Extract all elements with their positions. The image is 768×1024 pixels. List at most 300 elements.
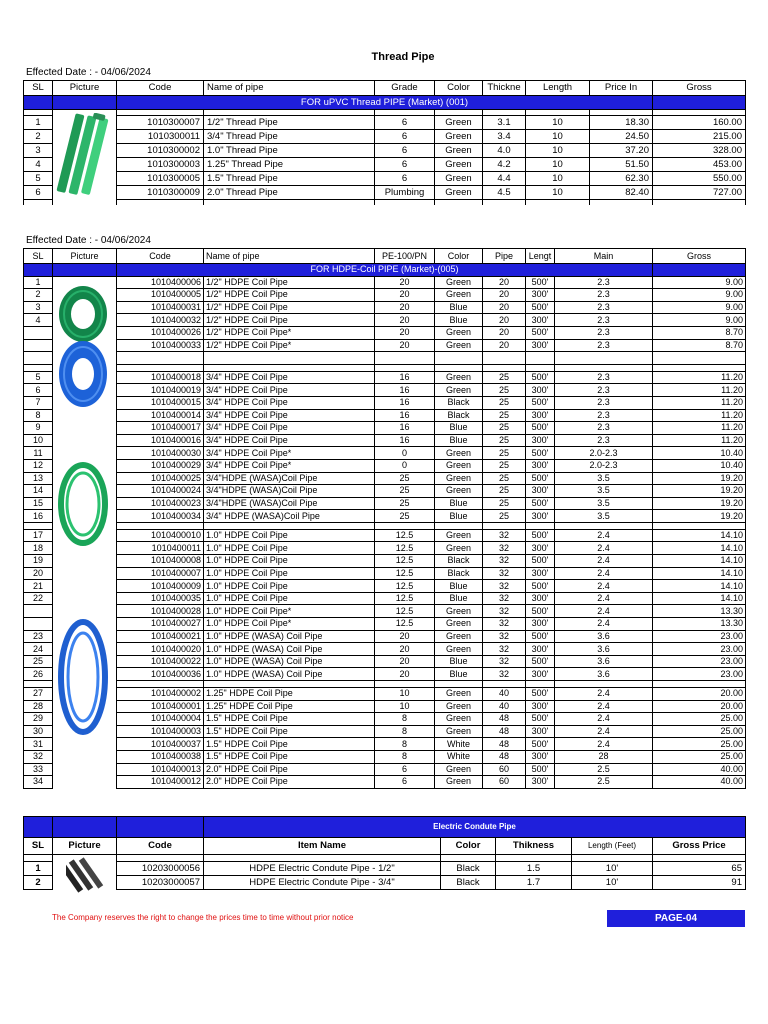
table-row	[24, 384, 746, 397]
main-cell: 2.3	[555, 314, 653, 327]
main-cell: 2.4	[555, 713, 653, 726]
band-cell	[53, 96, 117, 110]
picture-cell	[53, 447, 117, 460]
table-row	[24, 339, 746, 352]
picture-cell	[53, 592, 117, 605]
color-cell: Green	[435, 542, 483, 555]
table-row	[24, 725, 746, 738]
gross-cell: 40.00	[653, 776, 746, 789]
sl-cell: 17	[24, 529, 53, 542]
length-cell: 500'	[526, 276, 555, 289]
code-cell: 1010400008	[117, 555, 204, 568]
sl-cell: 34	[24, 776, 53, 789]
column-header: Code	[117, 838, 204, 855]
pipe-size-cell: 20	[483, 301, 526, 314]
length-cell: 300'	[526, 459, 555, 472]
column-header: Main	[555, 249, 653, 264]
length-cell: 500'	[526, 688, 555, 701]
spacer-cell	[483, 200, 526, 206]
pn-cell: 20	[375, 339, 435, 352]
band-cell	[653, 96, 746, 110]
length-cell: 300'	[526, 314, 555, 327]
table-row	[24, 326, 746, 339]
table-row	[24, 605, 746, 618]
blank-cell	[375, 352, 435, 365]
pipe-size-cell: 48	[483, 713, 526, 726]
page-title: Thread Pipe	[371, 51, 435, 63]
spacer-cell	[204, 855, 441, 862]
pn-cell: 20	[375, 289, 435, 302]
color-cell: Green	[435, 688, 483, 701]
picture-cell	[53, 567, 117, 580]
gross-cell: 215.00	[653, 130, 746, 144]
spacer-cell	[24, 681, 53, 688]
table-row	[24, 750, 746, 763]
pn-cell: 16	[375, 434, 435, 447]
sl-cell: 33	[24, 763, 53, 776]
pipe-size-cell: 25	[483, 384, 526, 397]
pn-cell: 8	[375, 750, 435, 763]
code-cell: 1010400030	[117, 447, 204, 460]
sl-cell: 18	[24, 542, 53, 555]
sl-cell: 28	[24, 700, 53, 713]
name-cell: 1/2" HDPE Coil Pipe	[204, 301, 375, 314]
spacer-cell	[117, 200, 204, 206]
gross-cell: 8.70	[653, 339, 746, 352]
code-cell: 1010400011	[117, 542, 204, 555]
name-cell: 1.5" HDPE Coil Pipe	[204, 738, 375, 751]
length-cell: 10'	[572, 862, 653, 876]
sl-cell: 31	[24, 738, 53, 751]
gross-price-cell: 65	[653, 862, 746, 876]
gross-cell: 8.70	[653, 326, 746, 339]
coil-pipe-picture-wasa-green	[58, 462, 108, 546]
item-name-cell: HDPE Electric Condute Pipe - 1/2"	[204, 862, 441, 876]
color-cell: Green	[435, 643, 483, 656]
length-cell: 10'	[572, 876, 653, 890]
coil-pipe-picture-wasa-blue	[58, 618, 108, 736]
length-cell: 10	[526, 186, 590, 200]
code-cell: 1010400018	[117, 371, 204, 384]
gross-cell: 25.00	[653, 738, 746, 751]
pn-cell: 20	[375, 668, 435, 681]
column-header: Gross	[653, 81, 746, 96]
table-row	[24, 289, 746, 302]
pipe-size-cell: 32	[483, 655, 526, 668]
gross-cell: 9.00	[653, 314, 746, 327]
name-cell: 1.5" HDPE Coil Pipe	[204, 725, 375, 738]
name-cell: 1.0" HDPE Coil Pipe*	[204, 605, 375, 618]
gross-cell: 19.20	[653, 510, 746, 523]
pn-cell: 12.5	[375, 605, 435, 618]
table-row	[24, 276, 746, 289]
column-header: Lengt	[526, 249, 555, 264]
sl-cell: 25	[24, 655, 53, 668]
name-cell: 1.5" HDPE Coil Pipe	[204, 750, 375, 763]
main-cell: 2.0-2.3	[555, 459, 653, 472]
name-cell: 1/2" HDPE Coil Pipe*	[204, 326, 375, 339]
main-cell: 2.3	[555, 326, 653, 339]
code-cell: 1010400026	[117, 326, 204, 339]
column-header: SL	[24, 81, 53, 96]
spacer-cell	[117, 364, 204, 371]
gross-cell: 11.20	[653, 396, 746, 409]
code-cell: 1010400023	[117, 497, 204, 510]
blank-cell	[555, 352, 653, 365]
code-cell: 1010400019	[117, 384, 204, 397]
length-cell: 500'	[526, 326, 555, 339]
main-cell: 2.4	[555, 592, 653, 605]
column-header: Color	[435, 249, 483, 264]
gross-cell: 13.30	[653, 618, 746, 631]
gross-cell: 23.00	[653, 643, 746, 656]
pipe-size-cell: 25	[483, 434, 526, 447]
code-cell: 1010400002	[117, 688, 204, 701]
main-cell: 3.6	[555, 630, 653, 643]
gross-cell: 20.00	[653, 700, 746, 713]
spacer-cell	[653, 855, 746, 862]
spacer-cell	[435, 364, 483, 371]
sl-cell: 20	[24, 567, 53, 580]
main-cell: 3.6	[555, 643, 653, 656]
spacer-row	[24, 522, 746, 529]
spacer-cell	[204, 200, 375, 206]
code-cell: 1010400007	[117, 567, 204, 580]
pipe-size-cell: 32	[483, 529, 526, 542]
color-cell: Green	[435, 116, 483, 130]
main-cell: 28	[555, 750, 653, 763]
main-cell: 2.3	[555, 289, 653, 302]
main-cell: 2.4	[555, 580, 653, 593]
color-cell: Green	[435, 485, 483, 498]
thickness-cell: 1.7	[496, 876, 572, 890]
code-cell: 1010400006	[117, 276, 204, 289]
pn-cell: 25	[375, 485, 435, 498]
color-cell: Green	[435, 289, 483, 302]
pn-cell: 12.5	[375, 618, 435, 631]
length-cell: 300'	[526, 339, 555, 352]
pn-cell: 16	[375, 371, 435, 384]
sl-cell: 14	[24, 485, 53, 498]
sl-cell	[24, 605, 53, 618]
color-cell: Green	[435, 459, 483, 472]
pipe-size-cell: 25	[483, 396, 526, 409]
length-cell: 300'	[526, 289, 555, 302]
pn-cell: 20	[375, 643, 435, 656]
code-cell: 1010300003	[117, 158, 204, 172]
thickness-cell: 1.5	[496, 862, 572, 876]
sl-cell	[24, 618, 53, 631]
name-cell: 3/4" HDPE Coil Pipe*	[204, 447, 375, 460]
code-cell: 1010400022	[117, 655, 204, 668]
sl-cell: 1	[24, 276, 53, 289]
table-row	[24, 172, 746, 186]
color-cell: Green	[435, 172, 483, 186]
main-cell: 2.4	[555, 688, 653, 701]
pn-cell: 16	[375, 409, 435, 422]
color-cell: Green	[435, 700, 483, 713]
spacer-cell	[483, 364, 526, 371]
code-cell: 1010300011	[117, 130, 204, 144]
price-cell: 37.20	[590, 144, 653, 158]
sl-cell: 10	[24, 434, 53, 447]
spacer-cell	[204, 522, 375, 529]
spacer-cell	[435, 681, 483, 688]
gross-cell: 19.20	[653, 497, 746, 510]
column-header: Name of pipe	[204, 249, 375, 264]
color-cell: Green	[435, 605, 483, 618]
color-cell: Black	[441, 876, 496, 890]
gross-cell: 14.10	[653, 542, 746, 555]
grade-cell: 6	[375, 172, 435, 186]
name-cell: 1.25" HDPE Coil Pipe	[204, 700, 375, 713]
code-cell: 1010400016	[117, 434, 204, 447]
thickness-cell: 3.1	[483, 116, 526, 130]
sl-cell: 8	[24, 409, 53, 422]
gross-cell: 9.00	[653, 301, 746, 314]
column-header: Color	[435, 81, 483, 96]
spacer-cell	[526, 681, 555, 688]
length-cell: 500'	[526, 555, 555, 568]
code-cell: 1010400032	[117, 314, 204, 327]
main-cell: 3.5	[555, 497, 653, 510]
main-cell: 2.4	[555, 567, 653, 580]
code-cell: 1010300007	[117, 116, 204, 130]
pipe-size-cell: 32	[483, 668, 526, 681]
gross-cell: 19.20	[653, 472, 746, 485]
length-cell: 500'	[526, 655, 555, 668]
code-cell: 1010400024	[117, 485, 204, 498]
price-cell: 18.30	[590, 116, 653, 130]
band-cell	[24, 96, 53, 110]
name-cell: 3/4" HDPE Coil Pipe*	[204, 459, 375, 472]
column-header: Length	[526, 81, 590, 96]
color-cell: Green	[435, 776, 483, 789]
conduit-pipe-table	[23, 816, 746, 890]
table-row	[24, 116, 746, 130]
length-cell: 300'	[526, 668, 555, 681]
main-cell: 2.3	[555, 371, 653, 384]
pipe-size-cell: 20	[483, 326, 526, 339]
sl-cell: 27	[24, 688, 53, 701]
color-cell: Green	[435, 326, 483, 339]
color-cell: Blue	[435, 510, 483, 523]
length-cell: 10	[526, 172, 590, 186]
table-row	[24, 738, 746, 751]
pn-cell: 12.5	[375, 529, 435, 542]
color-cell: Green	[435, 276, 483, 289]
section-title: FOR uPVC Thread PIPE (Market) (001)	[117, 96, 653, 110]
gross-cell: 11.20	[653, 384, 746, 397]
sl-cell: 6	[24, 186, 53, 200]
length-cell: 300'	[526, 700, 555, 713]
table-row	[24, 630, 746, 643]
pn-cell: 0	[375, 459, 435, 472]
spacer-cell	[653, 200, 746, 206]
color-cell: Green	[435, 472, 483, 485]
column-header: Grade	[375, 81, 435, 96]
color-cell: Green	[435, 713, 483, 726]
name-cell: 3/4" HDPE Coil Pipe	[204, 396, 375, 409]
grade-cell: 6	[375, 116, 435, 130]
thickness-cell: 3.4	[483, 130, 526, 144]
length-cell: 300'	[526, 725, 555, 738]
main-cell: 2.3	[555, 276, 653, 289]
gross-cell: 20.00	[653, 688, 746, 701]
spacer-cell	[526, 364, 555, 371]
column-header: Thikness	[496, 838, 572, 855]
name-cell: 3/4"HDPE (WASA)Coil Pipe	[204, 485, 375, 498]
pn-cell: 12.5	[375, 555, 435, 568]
table-row	[24, 618, 746, 631]
length-cell: 300'	[526, 384, 555, 397]
main-cell: 2.4	[555, 700, 653, 713]
spacer-cell	[24, 364, 53, 371]
column-header: Name of pipe	[204, 81, 375, 96]
name-cell: 1.0" HDPE (WASA) Coil Pipe	[204, 630, 375, 643]
sl-cell: 6	[24, 384, 53, 397]
spacer-cell	[653, 364, 746, 371]
pn-cell: 16	[375, 384, 435, 397]
pn-cell: 20	[375, 301, 435, 314]
sl-cell: 29	[24, 713, 53, 726]
blank-row	[24, 352, 746, 365]
main-cell: 2.4	[555, 738, 653, 751]
column-header: Item Name	[204, 838, 441, 855]
table-row	[24, 447, 746, 460]
spacer-cell	[653, 681, 746, 688]
column-header: Color	[441, 838, 496, 855]
pn-cell: 20	[375, 314, 435, 327]
pn-cell: 16	[375, 396, 435, 409]
table-row	[24, 396, 746, 409]
pipe-size-cell: 32	[483, 555, 526, 568]
sl-cell: 3	[24, 301, 53, 314]
table-row	[24, 144, 746, 158]
spacer-cell	[204, 364, 375, 371]
picture-cell	[53, 434, 117, 447]
spacer-cell	[555, 681, 653, 688]
table-row	[24, 434, 746, 447]
spacer-cell	[590, 200, 653, 206]
grade-cell: 6	[375, 158, 435, 172]
table-row	[24, 314, 746, 327]
band-cell	[24, 264, 53, 277]
pipe-size-cell: 32	[483, 567, 526, 580]
price-cell: 51.50	[590, 158, 653, 172]
name-cell: 1.0" HDPE (WASA) Coil Pipe	[204, 655, 375, 668]
main-cell: 2.3	[555, 384, 653, 397]
main-cell: 3.6	[555, 668, 653, 681]
name-cell: 1.5" HDPE Coil Pipe	[204, 713, 375, 726]
grade-cell: 6	[375, 130, 435, 144]
main-cell: 2.4	[555, 618, 653, 631]
color-cell: Green	[435, 186, 483, 200]
column-header: Picture	[53, 249, 117, 264]
name-cell: 3/4" HDPE (WASA)Coil Pipe	[204, 510, 375, 523]
length-cell: 300'	[526, 750, 555, 763]
table-row	[24, 655, 746, 668]
gross-cell: 328.00	[653, 144, 746, 158]
code-cell: 1010400003	[117, 725, 204, 738]
color-cell: Green	[435, 144, 483, 158]
main-cell: 2.5	[555, 776, 653, 789]
code-cell: 1010400005	[117, 289, 204, 302]
spacer-cell	[24, 522, 53, 529]
name-cell: 3/4" HDPE Coil Pipe	[204, 371, 375, 384]
blank-cell	[653, 352, 746, 365]
table-row	[24, 763, 746, 776]
pn-cell: 0	[375, 447, 435, 460]
pn-cell: 16	[375, 422, 435, 435]
column-header: Pipe	[483, 249, 526, 264]
blank-cell	[24, 352, 53, 365]
sl-cell: 22	[24, 592, 53, 605]
table-row	[24, 700, 746, 713]
name-cell: 1.0" Thread Pipe	[204, 144, 375, 158]
band-cell	[53, 817, 117, 838]
name-cell: 1.0" HDPE Coil Pipe	[204, 529, 375, 542]
section-band	[24, 96, 746, 110]
color-cell: Green	[435, 384, 483, 397]
length-cell: 300'	[526, 567, 555, 580]
pipe-size-cell: 32	[483, 618, 526, 631]
pipe-size-cell: 32	[483, 630, 526, 643]
name-cell: 1/2" HDPE Coil Pipe*	[204, 339, 375, 352]
pipe-size-cell: 25	[483, 459, 526, 472]
name-cell: 3/4" HDPE Coil Pipe	[204, 434, 375, 447]
gross-cell: 11.20	[653, 371, 746, 384]
picture-cell	[53, 422, 117, 435]
thread-pipe-picture	[56, 113, 112, 197]
spacer-cell	[375, 681, 435, 688]
code-cell: 1010300005	[117, 172, 204, 186]
table-header	[24, 81, 746, 96]
table-row	[24, 497, 746, 510]
name-cell: 2.0" HDPE Coil Pipe	[204, 776, 375, 789]
spacer-cell	[375, 364, 435, 371]
spacer-cell	[435, 200, 483, 206]
section-title: FOR HDPE-Coil PIPE (Market)-(005)	[117, 264, 653, 277]
code-cell: 1010300002	[117, 144, 204, 158]
main-cell: 2.4	[555, 605, 653, 618]
pipe-size-cell: 40	[483, 700, 526, 713]
pn-cell: 25	[375, 497, 435, 510]
pn-cell: 12.5	[375, 567, 435, 580]
column-header: Code	[117, 249, 204, 264]
sl-cell: 1	[24, 116, 53, 130]
column-header: Price In	[590, 81, 653, 96]
color-cell: Black	[435, 409, 483, 422]
length-cell: 500'	[526, 371, 555, 384]
gross-cell: 23.00	[653, 655, 746, 668]
sl-cell: 2	[24, 289, 53, 302]
grade-cell: Plumbing	[375, 186, 435, 200]
code-cell: 1010400021	[117, 630, 204, 643]
table-row	[24, 688, 746, 701]
sl-cell	[24, 326, 53, 339]
code-cell: 1010400001	[117, 700, 204, 713]
length-cell: 300'	[526, 643, 555, 656]
table-row	[24, 485, 746, 498]
pn-cell: 6	[375, 763, 435, 776]
picture-cell	[53, 776, 117, 789]
column-header: PE-100/PN	[375, 249, 435, 264]
gross-cell: 11.20	[653, 409, 746, 422]
spacer-cell	[53, 200, 117, 206]
main-cell: 2.3	[555, 434, 653, 447]
gross-cell: 11.20	[653, 434, 746, 447]
